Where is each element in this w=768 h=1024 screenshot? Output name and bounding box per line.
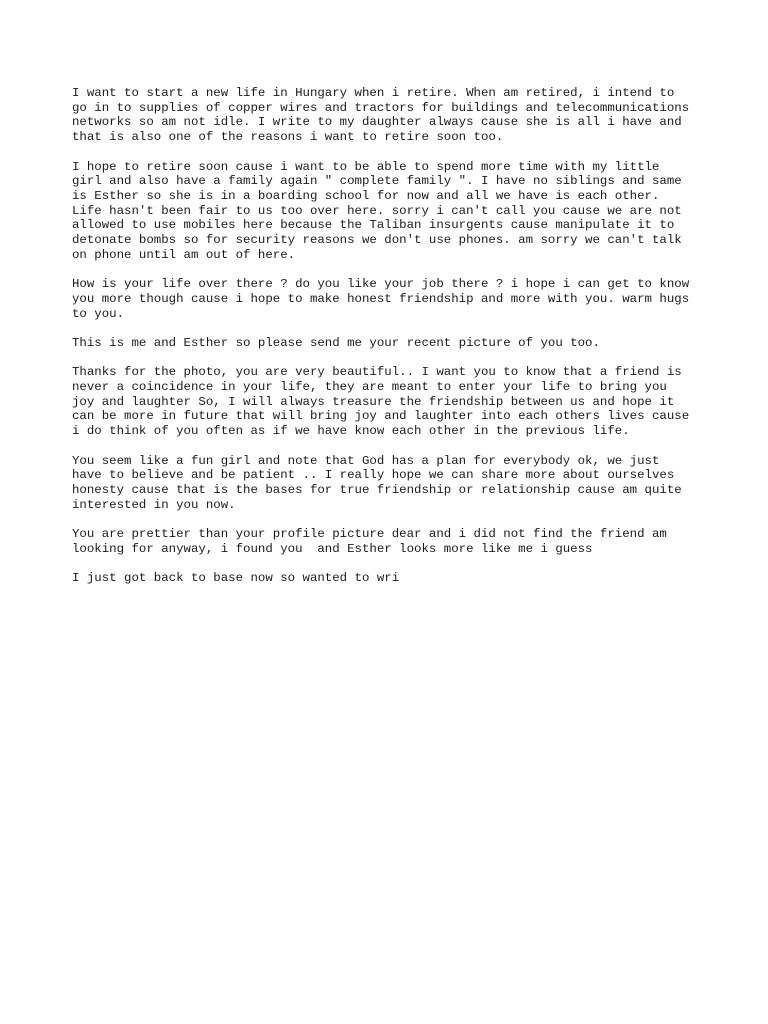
paragraph-retire-hungary: I want to start a new life in Hungary when i retire. When am retired, i intend to go in to supplies of copper wires and tractors for buildings and telecommunications networks so am not idle. I write to my daughter always cause she is all i have and that is also one of the reasons i want to retire soon too. [72,86,690,145]
paragraph-fun-girl: You seem like a fun girl and note that God has a plan for everybody ok, we just have to believe and be patient .. I really hope we can share more about ourselves honesty cause that is the bases for true friendship or relationship cause am quite interested in you now. [72,453,682,512]
paragraph-back-to-base: I just got back to base now so wanted to wri [72,571,400,586]
paragraph-questions: How is your life over there ? do you like your job there ? i hope i can get to know you more though cause i hope to make honest friendship and more with you. warm hugs to you. [72,277,690,321]
paragraph-family: I hope to retire soon cause i want to be able to spend more time with my little girl and also have a family again " complete family ". I have no siblings and same is Esther so she is in a boarding school for now and all we have is each other. Life hasn't been fair to us too over here. sorry i can't call you cause we are not allowed to use mobiles here because the Taliban insurgents cause manipulate it to detonate bombs so for security reasons we don't use phones. am sorry we can't talk on phone until am out of here. [72,159,682,262]
paragraph-prettier: You are prettier than your profile picture dear and i did not find the friend am looking for anyway, i found you and Esther looks more like me i guess [72,527,667,556]
paragraph-picture-request: This is me and Esther so please send me your recent picture of you too. [72,335,600,350]
document-body [72,86,712,600]
paragraph-thanks-photo: Thanks for the photo, you are very beautiful.. I want you to know that a friend is never a coincidence in your life, they are meant to enter your life to bring you joy and laughter So, I will always treasure the friendship between us and hope it can be more in future that will bring joy and laughter into each others lives cause i do think of you often as if we have know each other in the previous life. [72,365,690,439]
